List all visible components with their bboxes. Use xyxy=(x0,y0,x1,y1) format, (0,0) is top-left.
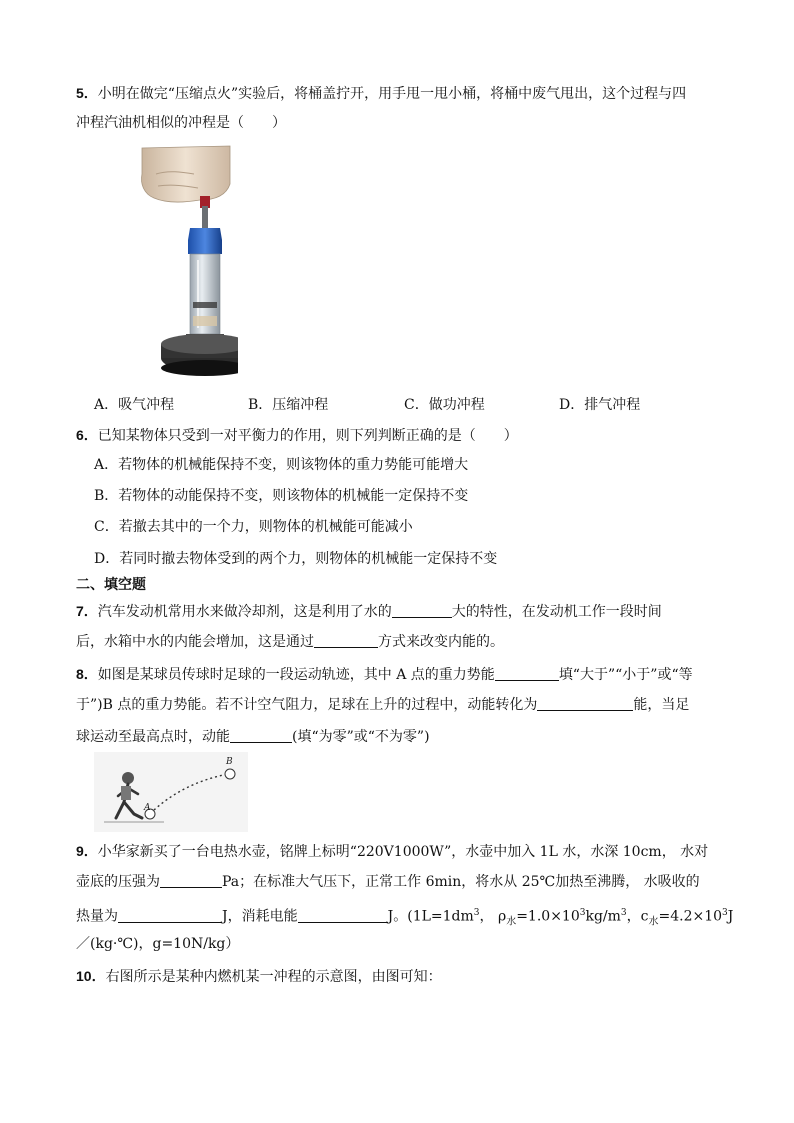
q9-text-3a: 热量为 xyxy=(76,908,118,925)
q8-text-1a: 如图是某球员传球时足球的一段运动轨迹，其中 A 点的重力势能 xyxy=(97,667,495,683)
q9-line3 xyxy=(76,903,733,932)
section-fill-blank-title: 二、填空题 xyxy=(76,577,146,593)
q9-sup-m3: 3 xyxy=(620,908,627,918)
q9-text-3c: J。(1L=1dm xyxy=(387,908,474,925)
q9-number: 9． xyxy=(76,843,98,859)
q9-sup-c-exp: 3 xyxy=(722,908,728,918)
q9-text-3g: ，c xyxy=(626,908,649,925)
q8-text-3a: 球运动至最高点时，动能 xyxy=(76,729,230,745)
q9-line4 xyxy=(76,934,239,954)
q9-text-3h: =4.2×10 xyxy=(658,908,723,925)
q6-stem-line xyxy=(76,425,518,446)
q8-blank-3[interactable] xyxy=(230,728,292,743)
q9-text-4: ／(kg·℃)，g=10N/kg） xyxy=(76,936,240,952)
q7-line2 xyxy=(76,632,504,652)
q8-number: 8． xyxy=(76,666,98,682)
q5-stem-line1: 小明在做完“压缩点火”实验后，将桶盖拧开，用手甩一甩小桶，将桶中废气甩出，这个过程与四 xyxy=(97,86,687,102)
q7-text-1b: 大的特性，在发动机工作一段时间 xyxy=(451,604,662,620)
q8-text-2a: 于”)B 点的重力势能。若不计空气阻力，足球在上升的过程中，动能转化为 xyxy=(76,697,538,713)
q10-number: 10． xyxy=(76,968,106,984)
q9-line2 xyxy=(76,872,700,892)
q10-line1 xyxy=(76,966,442,987)
q9-sub-rho-water: 水 xyxy=(506,916,517,928)
q5-line1 xyxy=(76,83,686,104)
q9-blank-1[interactable] xyxy=(160,873,222,888)
q5-option-d[interactable]: D．排气冲程 xyxy=(559,397,641,413)
q8-line1 xyxy=(76,664,693,685)
q9-text-3e: =1.0×10 xyxy=(516,908,580,925)
q9-text-2a: 壶底的压强为 xyxy=(76,874,160,890)
q9-text-3f: kg/m xyxy=(585,908,621,925)
q9-sup-dm3: 3 xyxy=(473,908,480,918)
q7-text-1a: 汽车发动机常用水来做冷却剂，这是利用了水的 xyxy=(97,604,392,620)
q5-option-b[interactable]: B．压缩冲程 xyxy=(248,397,329,413)
q8-line3 xyxy=(76,727,430,747)
q8-text-1b: 填“大于”“小于”或“等 xyxy=(558,667,693,683)
q6-stem: 已知某物体只受到一对平衡力的作用，则下列判断正确的是（ ） xyxy=(97,428,518,444)
q5-line2 xyxy=(76,113,286,133)
q9-text-1: 小华家新买了一台电热水壶，铭牌上标明“220V1000W”，水壶中加入 1L 水，水深 10cm， 水对 xyxy=(97,844,709,860)
fire-syringe-figure xyxy=(138,144,238,380)
q6-option-b[interactable]: B．若物体的动能保持不变，则该物体的机械能一定保持不变 xyxy=(94,488,469,504)
q8-blank-2[interactable] xyxy=(537,696,633,711)
q8-line2 xyxy=(76,695,689,715)
q9-blank-3[interactable] xyxy=(298,908,388,923)
q6-option-c[interactable]: C．若撤去其中的一个力，则物体的机械能可能减小 xyxy=(94,519,413,535)
q7-blank-1[interactable] xyxy=(392,603,452,618)
q9-sub-c-water: 水 xyxy=(648,916,659,928)
q7-blank-2[interactable] xyxy=(314,633,378,648)
q7-line1 xyxy=(76,601,662,622)
q8-blank-1[interactable] xyxy=(495,666,559,681)
q9-sup-rho-exp: 3 xyxy=(579,908,586,918)
q9-text-3b: J，消耗电能 xyxy=(222,908,298,925)
q9-text-2b: Pa；在标准大气压下，正常工作 6min，将水从 25℃加热至沸腾， 水吸收的 xyxy=(222,874,700,890)
q7-text-2b: 方式来改变内能的。 xyxy=(378,634,504,650)
point-a-label: A xyxy=(144,803,151,813)
point-b-label: B xyxy=(226,757,233,767)
q9-text-3i: J xyxy=(727,908,734,925)
q9-blank-2[interactable] xyxy=(118,908,222,923)
q9-text-3d: ， ρ xyxy=(479,908,507,925)
q8-text-3b: (填“为零”或“不为零”) xyxy=(292,729,430,745)
q5-number: 5． xyxy=(76,85,98,101)
q5-option-a[interactable]: A．吸气冲程 xyxy=(94,397,175,413)
q8-text-2b: 能，当足 xyxy=(633,697,690,713)
q10-stem: 右图所示是某种内燃机某一冲程的示意图，由图可知： xyxy=(105,969,442,985)
football-trajectory-figure xyxy=(94,752,248,832)
q7-text-2a: 后，水箱中水的内能会增加，这是通过 xyxy=(76,634,314,650)
q6-number: 6． xyxy=(76,427,98,443)
q9-line1 xyxy=(76,841,708,862)
q5-option-c[interactable]: C．做功冲程 xyxy=(404,397,485,413)
q6-option-d[interactable]: D．若同时撤去物体受到的两个力，则物体的机械能一定保持不变 xyxy=(94,551,498,567)
q7-number: 7． xyxy=(76,603,98,619)
q5-stem-line2: 冲程汽油机相似的冲程是（ ） xyxy=(76,115,286,131)
q6-option-a[interactable]: A．若物体的机械能保持不变，则该物体的重力势能可能增大 xyxy=(94,457,469,473)
